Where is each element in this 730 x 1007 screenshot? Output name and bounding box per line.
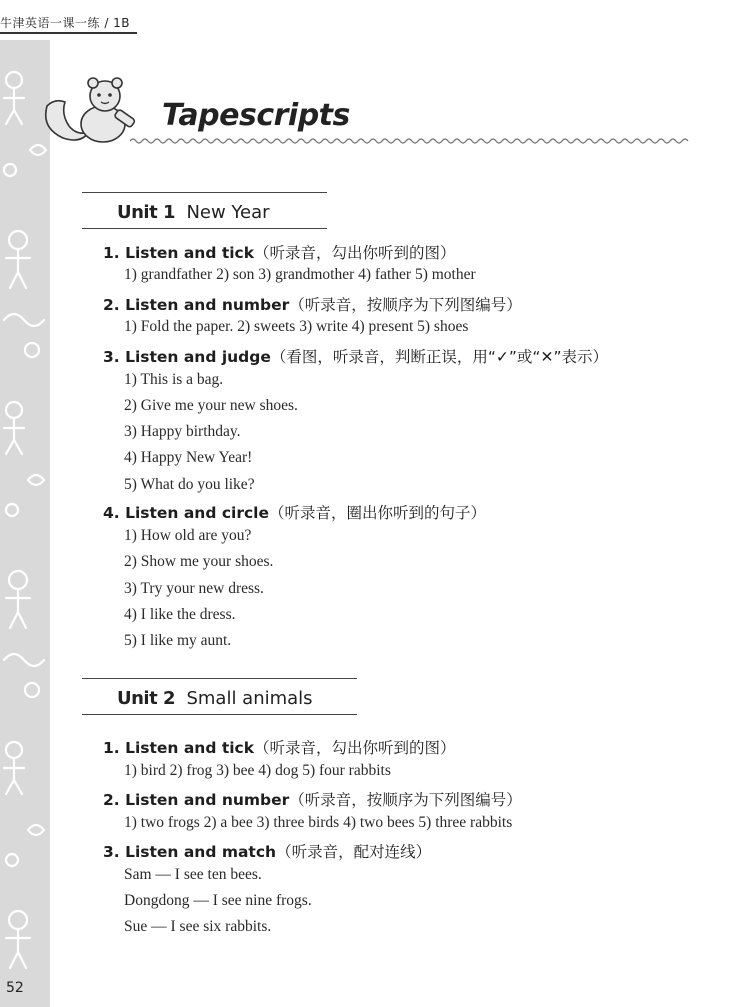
answer-line: 1) How old are you? [124,527,252,544]
answer-line: 3) Try your new dress. [124,580,264,597]
unit-1-heading [82,192,327,232]
unit-2-heading [82,678,357,718]
answer-line: 5) What do you like? [124,476,255,493]
unit-name: Small animals [186,688,313,709]
answer-line: 4) Happy New Year! [124,449,253,466]
page-number: 52 [6,980,24,996]
section-heading: 2. Listen and number（听录音，按顺序为下列图编号） [103,791,522,809]
answer-line: 1) bird 2) frog 3) bee 4) dog 5) four rabbits [124,762,391,779]
answer-line: Dongdong — I see nine frogs. [124,892,312,909]
section-heading: 3. Listen and judge（看图，听录音，判断正误，用“✓”或“✕”表示） [103,348,608,366]
answer-line: Sam — I see ten bees. [124,866,262,883]
page-title: Tapescripts [162,98,350,133]
doodle-figures-icon [0,40,50,1007]
decorative-sidebar [0,40,50,1007]
answer-line: 2) Give me your new shoes. [124,397,298,414]
answer-line: 2) Show me your shoes. [124,553,274,570]
section-heading: 3. Listen and match（听录音，配对连线） [103,843,432,861]
answer-line: 1) grandfather 2) son 3) grandmother 4) father 5) mother [124,266,476,283]
section-heading: 1. Listen and tick（听录音，勾出你听到的图） [103,244,456,262]
unit-name: New Year [186,202,270,223]
book-header: 牛津英语一课一练 / 1B [0,16,131,30]
unit-label: Unit 2 [117,688,175,709]
answer-line: 1) two frogs 2) a bee 3) three birds 4) two bees 5) three rabbits [124,814,513,831]
answer-line: 5) I like my aunt. [124,632,232,649]
section-heading: 1. Listen and tick（听录音，勾出你听到的图） [103,739,456,757]
answer-line: 4) I like the dress. [124,606,236,623]
answer-line: 1) This is a bag. [124,371,224,388]
unit-label: Unit 1 [117,202,175,223]
squirrel-mascot-icon [43,76,143,148]
decorative-squiggle-underline [130,134,720,148]
section-heading: 2. Listen and number（听录音，按顺序为下列图编号） [103,296,522,314]
section-heading: 4. Listen and circle（听录音，圈出你听到的句子） [103,504,486,522]
answer-line: 3) Happy birthday. [124,423,241,440]
answer-line: 1) Fold the paper. 2) sweets 3) write 4) present 5) shoes [124,318,469,335]
header-rule [0,32,137,34]
answer-line: Sue — I see six rabbits. [124,918,272,935]
